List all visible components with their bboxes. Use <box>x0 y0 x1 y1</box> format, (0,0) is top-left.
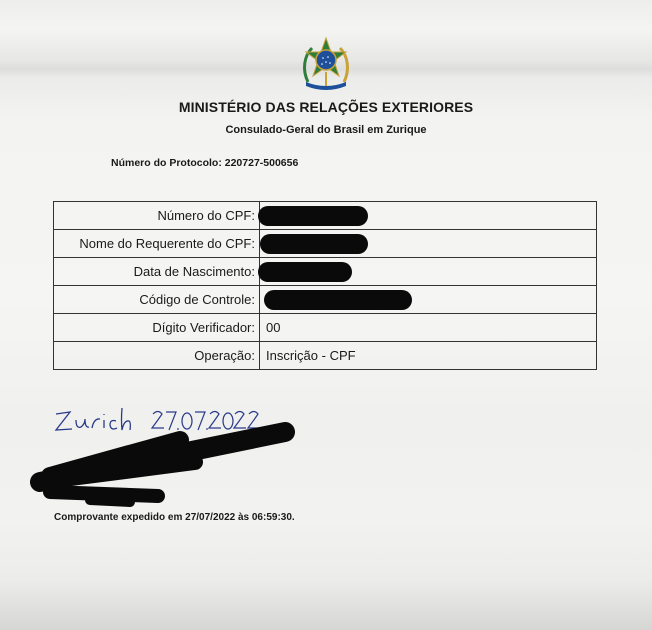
row-value: Inscrição - CPF <box>260 342 597 370</box>
redaction-mark <box>258 206 368 226</box>
issuance-footer: Comprovante expedido em 27/07/2022 às 06:59:30. <box>54 512 295 523</box>
redaction-mark <box>260 234 368 254</box>
row-label: Data de Nascimento: <box>54 258 260 286</box>
table-row <box>54 342 597 370</box>
row-label: Número do CPF: <box>54 202 260 230</box>
table-row <box>54 314 597 342</box>
ministry-title: MINISTÉRIO DAS RELAÇÕES EXTERIORES <box>178 99 474 115</box>
handwritten-note <box>30 400 310 520</box>
row-label: Dígito Verificador: <box>54 314 260 342</box>
row-label: Código de Controle: <box>54 286 260 314</box>
row-value <box>260 286 597 314</box>
row-value <box>260 230 597 258</box>
consulate-subtitle: Consulado-Geral do Brasil em Zurique <box>225 124 427 136</box>
row-label: Nome do Requerente do CPF: <box>54 230 260 258</box>
row-value <box>260 258 597 286</box>
brazil-coat-of-arms-icon <box>300 36 352 92</box>
table-row <box>54 286 597 314</box>
row-label: Operação: <box>54 342 260 370</box>
protocol-number: Número do Protocolo: 220727-500656 <box>111 157 299 169</box>
table-row <box>54 230 597 258</box>
cpf-details-table <box>53 201 597 370</box>
table-row <box>54 258 597 286</box>
redaction-mark <box>264 290 412 310</box>
table-row <box>54 202 597 230</box>
row-value: 00 <box>260 314 597 342</box>
redaction-mark <box>258 262 352 282</box>
row-value <box>260 202 597 230</box>
